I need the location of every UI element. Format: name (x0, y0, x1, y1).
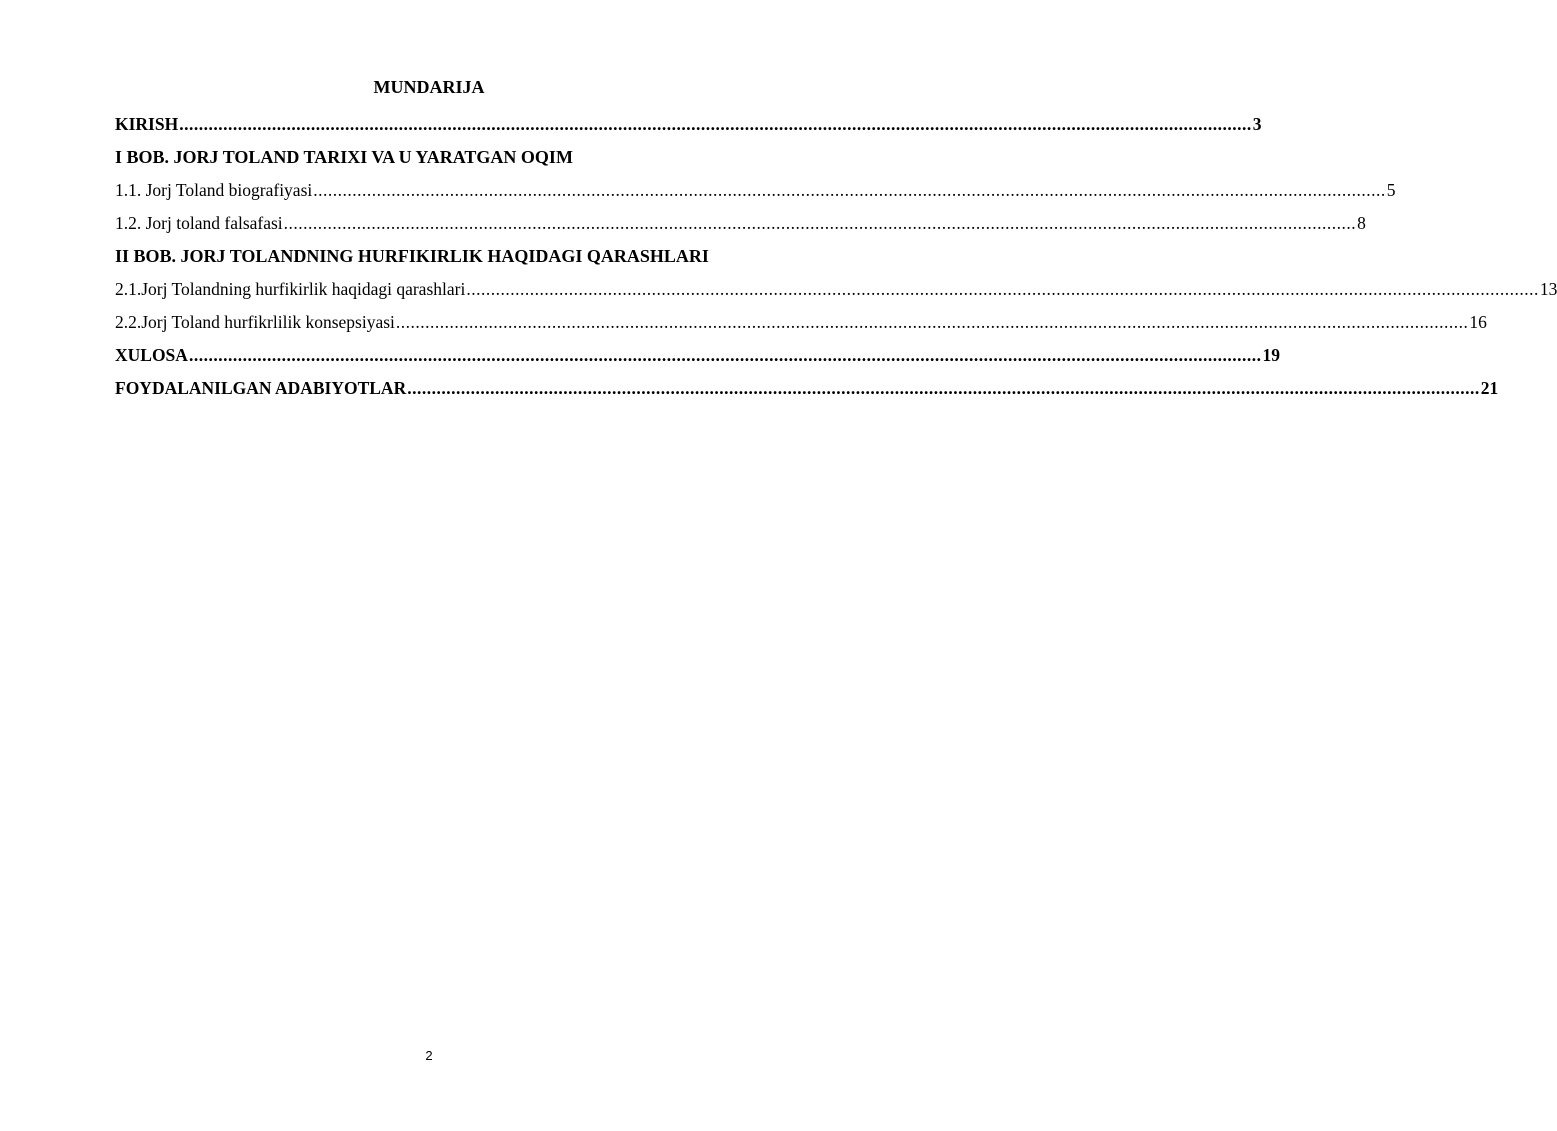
toc-entry-page: 13 (1539, 279, 1557, 299)
toc-chapter-2 (115, 240, 743, 273)
toc-entry-label: 2.2.Jorj Toland hurfikrlilik konsepsiyasi (115, 312, 395, 332)
toc-dot-leader: ............................................................................................................................................................................................................................ (395, 312, 1469, 332)
toc-dot-leader: ............................................................................................................................................................................................................................ (313, 180, 1386, 200)
toc-entry-label: 1.1. Jorj Toland biografiyasi (115, 180, 313, 200)
toc-entry-label: FOYDALANILGAN ADABIYOTLAR (115, 378, 407, 398)
toc-entry-xulosa (115, 339, 1280, 372)
page-title: MUNDARIJA (373, 77, 485, 97)
toc-entry-label: XULOSA (115, 345, 188, 365)
toc-dot-leader: ............................................................................................................................................................................................................................ (283, 213, 1357, 233)
toc-entry-1-1 (115, 174, 1396, 207)
toc-entry-page: 8 (1357, 213, 1366, 233)
toc-entry-page: 21 (1480, 378, 1499, 398)
toc-dot-leader: ............................................................................................................................................................................................................................ (188, 345, 1262, 365)
toc-entry-label: 1.2. Jorj toland falsafasi (115, 213, 283, 233)
toc-entry-2-1 (115, 273, 1557, 306)
toc-entry-1-2 (115, 207, 1366, 240)
toc-chapter-label: I BOB. JORJ TOLAND TARIXI VA U YARATGAN OQIM (115, 147, 573, 167)
table-of-contents (115, 108, 1557, 405)
page-number: 2 (425, 1048, 433, 1063)
toc-entry-2-2 (115, 306, 1487, 339)
toc-dot-leader: ............................................................................................................................................................................................................................ (179, 114, 1252, 134)
toc-chapter-label: II BOB. JORJ TOLANDNING HURFIKIRLIK HAQIDAGI QARASHLARI (115, 246, 709, 266)
toc-entry-page: 19 (1262, 345, 1280, 365)
toc-entry-page: 3 (1252, 114, 1262, 134)
toc-entry-page: 5 (1386, 180, 1396, 200)
toc-dot-leader: ............................................................................................................................................................................................................................ (466, 279, 1539, 299)
toc-entry-page: 16 (1469, 312, 1487, 332)
toc-entry-label: 2.1.Jorj Tolandning hurfikirlik haqidagi qarashlari (115, 279, 466, 299)
toc-entry-kirish (115, 108, 1262, 141)
toc-chapter-1 (115, 141, 743, 174)
toc-entry-label: KIRISH (115, 114, 179, 134)
toc-dot-leader: ............................................................................................................................................................................................................................ (407, 378, 1480, 398)
toc-entry-adabiyotlar (115, 372, 1499, 405)
